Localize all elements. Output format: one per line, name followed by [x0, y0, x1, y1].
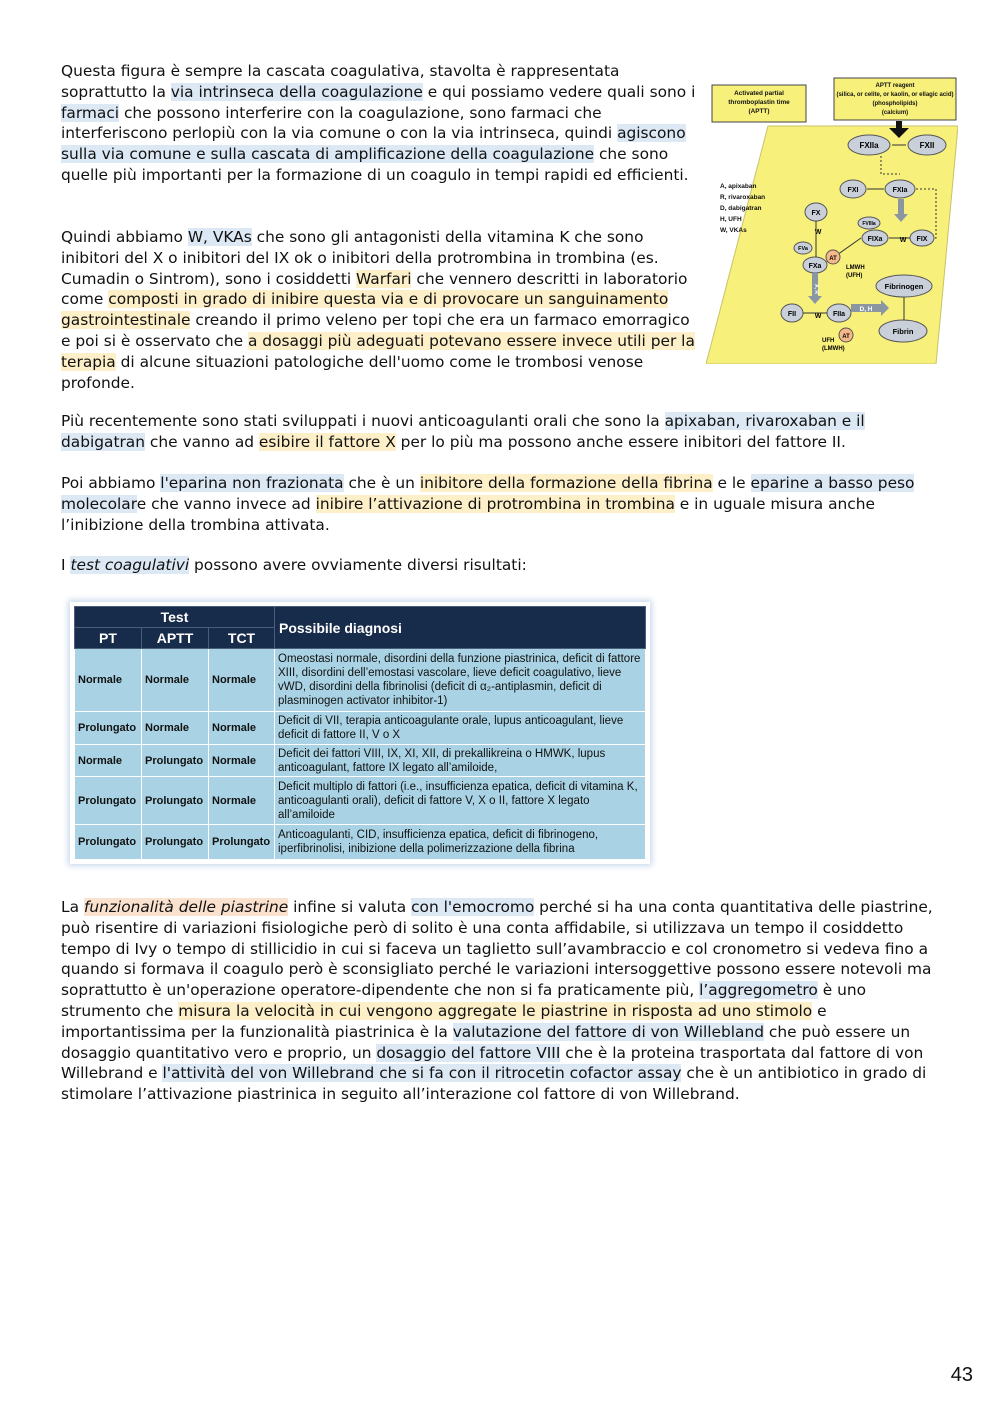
highlight: misura la velocità in cui vengono aggregate le piastrine in risposta ad uno stimolo: [178, 1001, 813, 1020]
coagulation-test-table-container: [70, 602, 650, 864]
svg-text:AT: AT: [829, 256, 837, 262]
diagnosis-header: Possibile diagnosi: [275, 607, 646, 649]
highlight: apixaban, rivaroxaban e il dabigatran: [61, 412, 865, 451]
highlight: composti in grado di inibire questa via e di provocare un sanguinamento gastrointestinale: [61, 290, 669, 330]
highlight: l'attività del von Willebrand che si fa con il ritrocetin cofactor assay: [162, 1064, 682, 1083]
reagent-line: (phospholipids): [872, 101, 918, 107]
cell-tct: Normale: [209, 649, 275, 712]
svg-text:FII: FII: [787, 311, 797, 318]
coagulation-cascade-diagram: [706, 74, 958, 364]
reagent-line: (silica, or celite, or kaolin, or ellagic acid): [836, 92, 954, 98]
drug-label: D, dabigatran: [720, 205, 762, 212]
paragraph-tests-intro: I test coagulativi possono avere ovviamente diversi risultati:: [61, 556, 527, 574]
svg-text:FXI: FXI: [847, 187, 859, 194]
label-dh: D, H: [859, 306, 873, 313]
highlight: agiscono sulla via comune e sulla cascata di amplificazione della coagulazione: [61, 124, 686, 164]
cell-tct: Normale: [209, 712, 275, 745]
cell-pt: Prolungato: [75, 825, 142, 860]
table-row: [75, 744, 646, 777]
highlight: con l'emocromo: [411, 898, 535, 916]
drug-label: A, apixaban: [720, 183, 757, 190]
svg-text:FX: FX: [811, 210, 821, 217]
highlight: W, VKAs: [187, 228, 252, 246]
highlight: eparine a basso peso molecolar: [61, 474, 915, 513]
table-row: [75, 777, 646, 825]
cell-diagnosis: Anticoagulanti, CID, insufficienza epatica, deficit di fibrinogeno, iperfibrinolisi, inibizione della polimerizzazione della fibrina: [275, 825, 646, 860]
svg-text:FXIIa: FXIIa: [859, 141, 879, 150]
cell-diagnosis: Omeostasi normale, disordini della funzione piastrinica, deficit di fattore XIII, disordini dell’emostasi vascolare, lieve deficit coagulativo, lieve vWD, disordini della fibrinolisi (deficit di α₂-antiplasmin, deficit di plasminogen activator inhibitor-1): [275, 649, 646, 712]
paragraph-doac: Più recentemente sono stati sviluppati i nuovi anticoagulanti orali che sono la apixaban, rivaroxaban e il dabigatran che vanno ad esibire il fattore X per lo più ma possono anche essere inibitori del fattore II.: [61, 412, 865, 451]
aptt-line: (APTT): [748, 108, 770, 115]
svg-text:FXII: FXII: [919, 141, 935, 150]
cell-aptt: Prolungato: [142, 777, 209, 825]
cell-pt: Normale: [75, 744, 142, 777]
label-ufh: UFH (LMWH): [822, 338, 845, 352]
column-header: PT: [75, 628, 142, 649]
svg-text:AT: AT: [842, 334, 850, 340]
highlight: valutazione del fattore di von Willebland: [452, 1022, 765, 1041]
label-lmwh: LMWH (UFH): [846, 265, 865, 279]
svg-text:FIX: FIX: [916, 236, 928, 243]
highlight: dosaggio del fattore VIII: [376, 1043, 561, 1062]
label-w: W: [814, 313, 822, 320]
reagent-line: APTT reagent: [875, 83, 915, 89]
svg-text:FXa: FXa: [808, 263, 822, 270]
column-header: TCT: [209, 628, 275, 649]
highlight: funzionalità delle piastrine: [83, 898, 289, 916]
column-header: APTT: [142, 628, 209, 649]
aptt-line: Activated partial: [734, 90, 784, 97]
svg-text:FXIa: FXIa: [892, 187, 908, 194]
paragraph-heparin: Poi abbiamo l'eparina non frazionata che è un inibitore della formazione della fibrina e le eparine a basso peso molecolare che vanno invece ad inibire l’attivazione di protrombina in trombina e in uguale misura anche l’inibizione della trombina attivata.: [61, 474, 915, 534]
table-row: [75, 825, 646, 860]
cell-aptt: Normale: [142, 649, 209, 712]
cell-aptt: Prolungato: [142, 825, 209, 860]
cell-aptt: Prolungato: [142, 744, 209, 777]
cell-aptt: Normale: [142, 712, 209, 745]
svg-text:FIIa: FIIa: [832, 311, 846, 318]
cell-pt: Normale: [75, 649, 142, 712]
svg-text:FVa: FVa: [798, 246, 808, 252]
paragraph-cascade-intro: Questa figura è sempre la cascata coagulativa, stavolta è rappresentata soprattutto la via intrinseca della coagulazione e qui possiamo vedere quali sono i farmaci che possono interferire con la coagulazione, sono farmaci che interferiscono perlopiù con la via comune o con la via intrinseca, quindi agiscono sulla via comune e sulla cascata di amplificazione della coagulazione che sono quelle più importanti per la formazione di un coagulo in tempi rapidi ed efficienti.: [61, 62, 696, 184]
cell-tct: Normale: [209, 744, 275, 777]
highlight: via intrinseca della coagulazione: [170, 82, 423, 101]
highlight: test coagulativi: [70, 556, 190, 574]
drug-label: W, VKAs: [720, 227, 747, 234]
cell-diagnosis: Deficit multiplo di fattori (i.e., insufficienza epatica, deficit di vitamina K, anticoagulanti orali), deficit di fattore V, X o II, fattore X legato all’amiloide: [275, 777, 646, 825]
coagulation-test-table: [74, 606, 646, 860]
cell-diagnosis: Deficit di VII, terapia anticoagulante orale, lupus anticoagulant, lieve deficit di fattore II, V o X: [275, 712, 646, 745]
label-w: W: [814, 229, 822, 236]
drug-label: R, rivaroxaban: [720, 194, 766, 201]
svg-text:FIXa: FIXa: [867, 236, 883, 243]
table-row: [75, 712, 646, 745]
highlight: l'eparina non frazionata: [160, 474, 344, 492]
cell-diagnosis: Deficit dei fattori VIII, IX, XI, XII, di prekallikreina o HMWK, lupus anticoagulant, fattore IX legato all’amiloide,: [275, 744, 646, 777]
label-w: W: [899, 237, 907, 244]
cell-tct: Normale: [209, 777, 275, 825]
test-header: Test: [75, 607, 275, 628]
highlight: a dosaggi più adeguati potevano essere invece utili per la terapia: [61, 331, 695, 371]
highlight: inibitore della formazione della fibrina: [419, 474, 713, 492]
cell-pt: Prolungato: [75, 712, 142, 745]
svg-text:FVIIIa: FVIIIa: [862, 221, 876, 227]
paragraph-platelets: La funzionalità delle piastrine infine si valuta con l'emocromo perché si ha una conta quantitativa delle piastrine, può risentire di variazioni fisiologiche però di solito è una conta affidabile, si utilizzava un tempo il cosiddetto tempo di Ivy o tempo di stillicidio in cui si faceva un taglietto sull’avambraccio e col cronometro si vedeva fino a quando si formava il coagulo però è sconsigliato perché le variazioni intersoggettive possono essere notevoli ma soprattutto è un'operazione operatore-dipendente che non si fa praticamente più, l’aggregometro è uno strumento che misura la velocità in cui vengono aggregate le piastrine in risposta ad uno stimolo e importantissima per la funzionalità piastrinica è la valutazione del fattore di von Willebland che può essere un dosaggio quantitativo vero e proprio, un dosaggio del fattore VIII che è la proteina trasportata dal fattore di von Willebrand e l'attività del von Willebrand che si fa con il ritrocetin cofactor assay che è un antibiotico in grado di stimolare l’attivazione piastrinica in seguito all’interazione col fattore di von Willebrand.: [61, 898, 933, 1104]
cell-pt: Prolungato: [75, 777, 142, 825]
highlight: inibire l’attivazione di protrombina in trombina: [315, 494, 675, 513]
svg-text:Fibrin: Fibrin: [892, 327, 914, 336]
paragraph-vka: Quindi abbiamo W, VKAs che sono gli antagonisti della vitamina K che sono inibitori del X o inibitori del IX ok o inibitori della protrombina in trombina (es. Cumadin o Sintrom), sono i cosiddetti Warfari che vennero descritti in laboratorio come composti in grado di inibire questa via e di provocare un sanguinamento gastrointestinale creando il primo veleno per topi che era un farmaco emorragico e poi si è osservato che a dosaggi più adeguati potevano essere invece utili per la terapia di alcune situazioni patologiche dell'uomo come le trombosi venose profonde.: [61, 228, 695, 392]
highlight: esibire il fattore X: [258, 432, 396, 451]
table-row: [75, 649, 646, 712]
svg-text:Fibrinogen: Fibrinogen: [884, 282, 924, 291]
page-number: 43: [950, 1364, 973, 1386]
cell-tct: Prolungato: [209, 825, 275, 860]
drug-label: H, UFH: [720, 216, 742, 223]
highlight: farmaci: [61, 103, 120, 122]
highlight: Warfari: [356, 269, 412, 288]
aptt-line: thromboplastin time: [728, 99, 790, 106]
highlight: l’aggregometro: [699, 981, 818, 1000]
reagent-line: (calcium): [881, 110, 909, 116]
label-ar: A, R: [813, 284, 819, 294]
